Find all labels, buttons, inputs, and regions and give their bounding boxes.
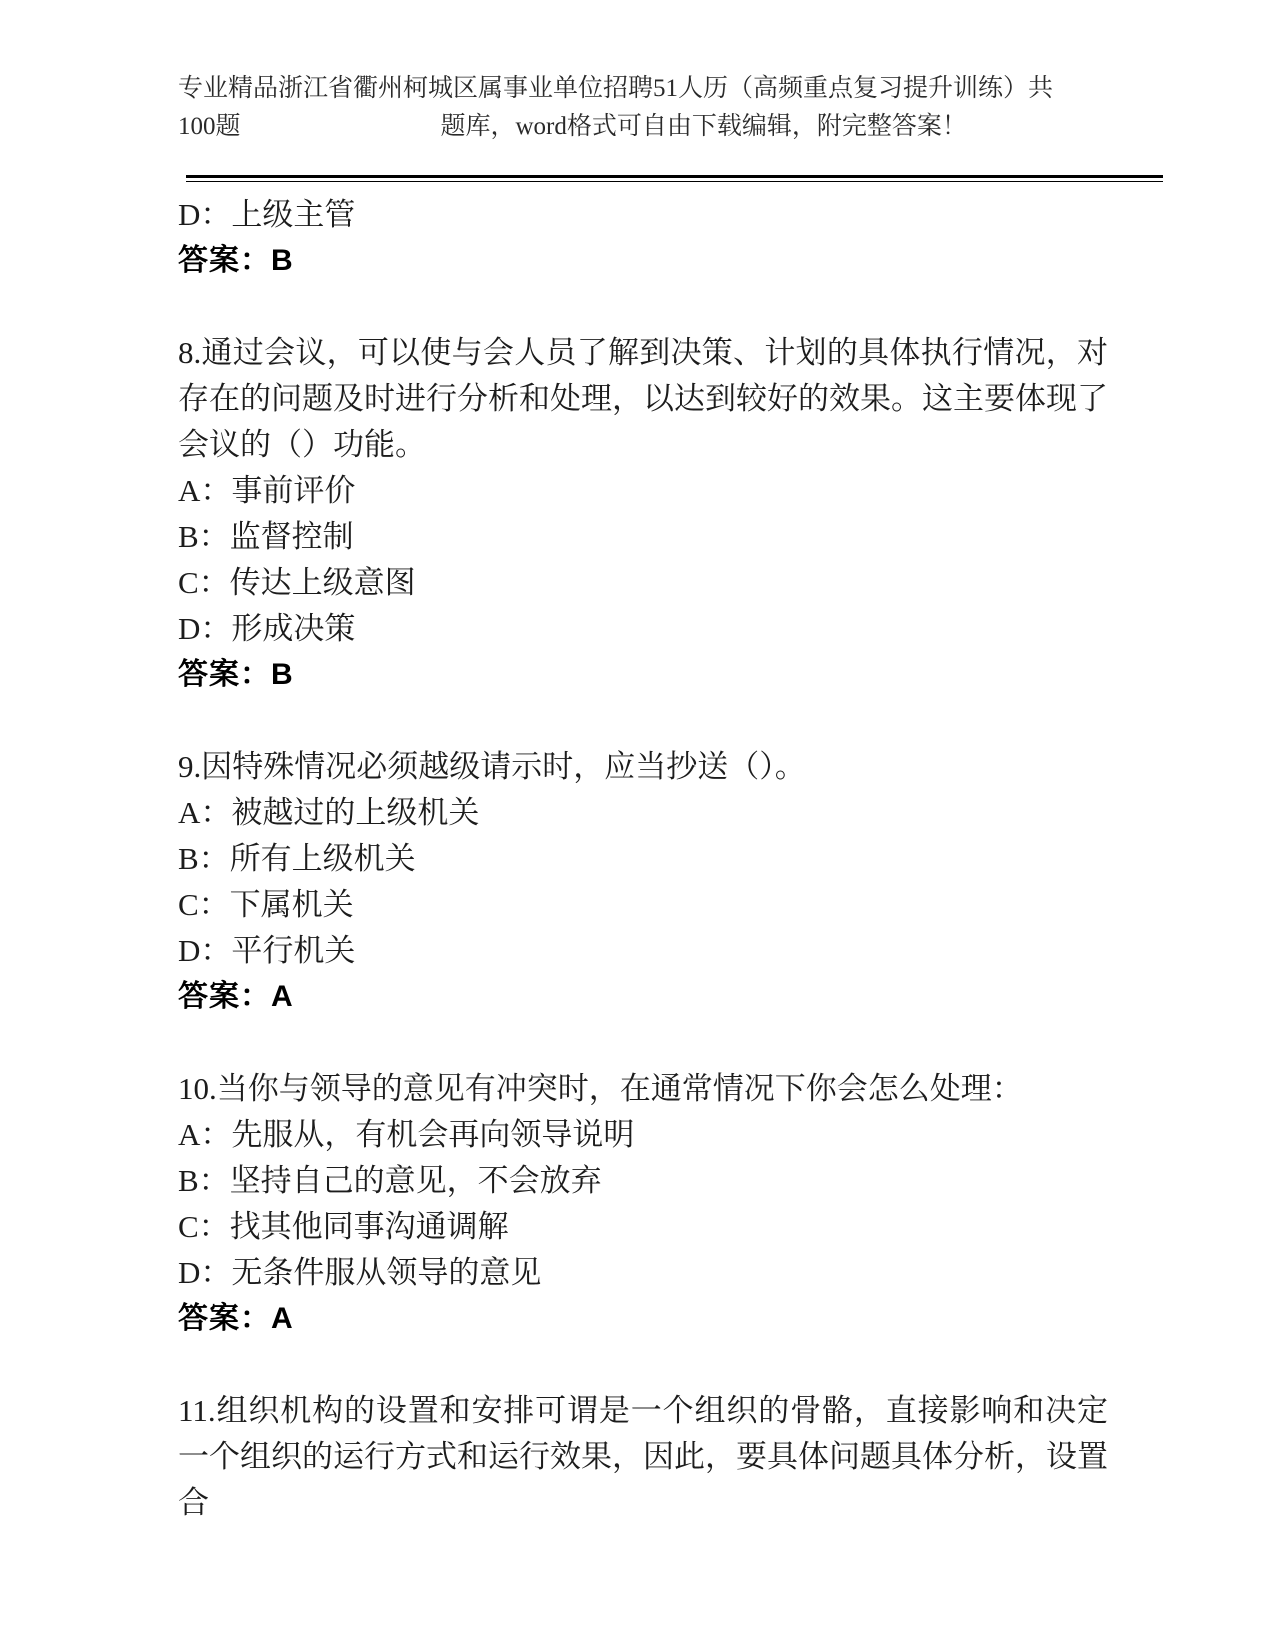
answer-line: 答案：A: [178, 980, 294, 1013]
option-line-d: D：无条件服从领导的意见: [178, 1255, 542, 1290]
option-line-a: A：事前评价: [178, 473, 356, 508]
option-line-a: A：先服从，有机会再向领导说明: [178, 1117, 635, 1152]
carryover-question-7: [178, 192, 1108, 284]
option-line-c: C：找其他同事沟通调解: [178, 1209, 509, 1244]
option-line-d: D：上级主管: [178, 197, 356, 232]
option-line-b: B：监督控制: [178, 519, 354, 554]
option-line-c: C：传达上级意图: [178, 565, 416, 600]
option-line-b: B：所有上级机关: [178, 841, 416, 876]
question-10: [178, 1066, 1108, 1342]
document-body: [178, 192, 1108, 1526]
question-text: 8.通过会议，可以使与会人员了解到决策、计划的具体执行情况，对存在的问题及时进行分析和处理，以达到较好的效果。这主要体现了会议的（）功能。: [178, 335, 1108, 462]
option-line-d: D：平行机关: [178, 933, 356, 968]
document-content: [178, 70, 1108, 1526]
question-text: 9.因特殊情况必须越级请示时，应当抄送（）。: [178, 749, 806, 784]
question-8: [178, 330, 1108, 698]
question-11: [178, 1388, 1108, 1526]
answer-line: 答案：B: [178, 658, 294, 691]
header-line-2: 100题 题库，word格式可自由下载编辑，附完整答案！: [178, 113, 967, 140]
option-line-b: B：坚持自己的意见，不会放弃: [178, 1163, 602, 1198]
header-line-1: 专业精品浙江省衢州柯城区属事业单位招聘51人历（高频重点复习提升训练）共: [178, 75, 1054, 102]
question-9: [178, 744, 1108, 1020]
header-divider-rule: [186, 175, 1163, 182]
answer-line: 答案：B: [178, 244, 294, 277]
question-text: 11.组织机构的设置和安排可谓是一个组织的骨骼，直接影响和决定一个组织的运行方式和运行效果，因此，要具体问题具体分析，设置合: [178, 1393, 1108, 1520]
answer-line: 答案：A: [178, 1302, 294, 1335]
question-text: 10.当你与领导的意见有冲突时，在通常情况下你会怎么处理：: [178, 1071, 1023, 1106]
option-line-d: D：形成决策: [178, 611, 356, 646]
option-line-c: C：下属机关: [178, 887, 354, 922]
document-header: [178, 70, 1108, 146]
option-line-a: A：被越过的上级机关: [178, 795, 480, 830]
